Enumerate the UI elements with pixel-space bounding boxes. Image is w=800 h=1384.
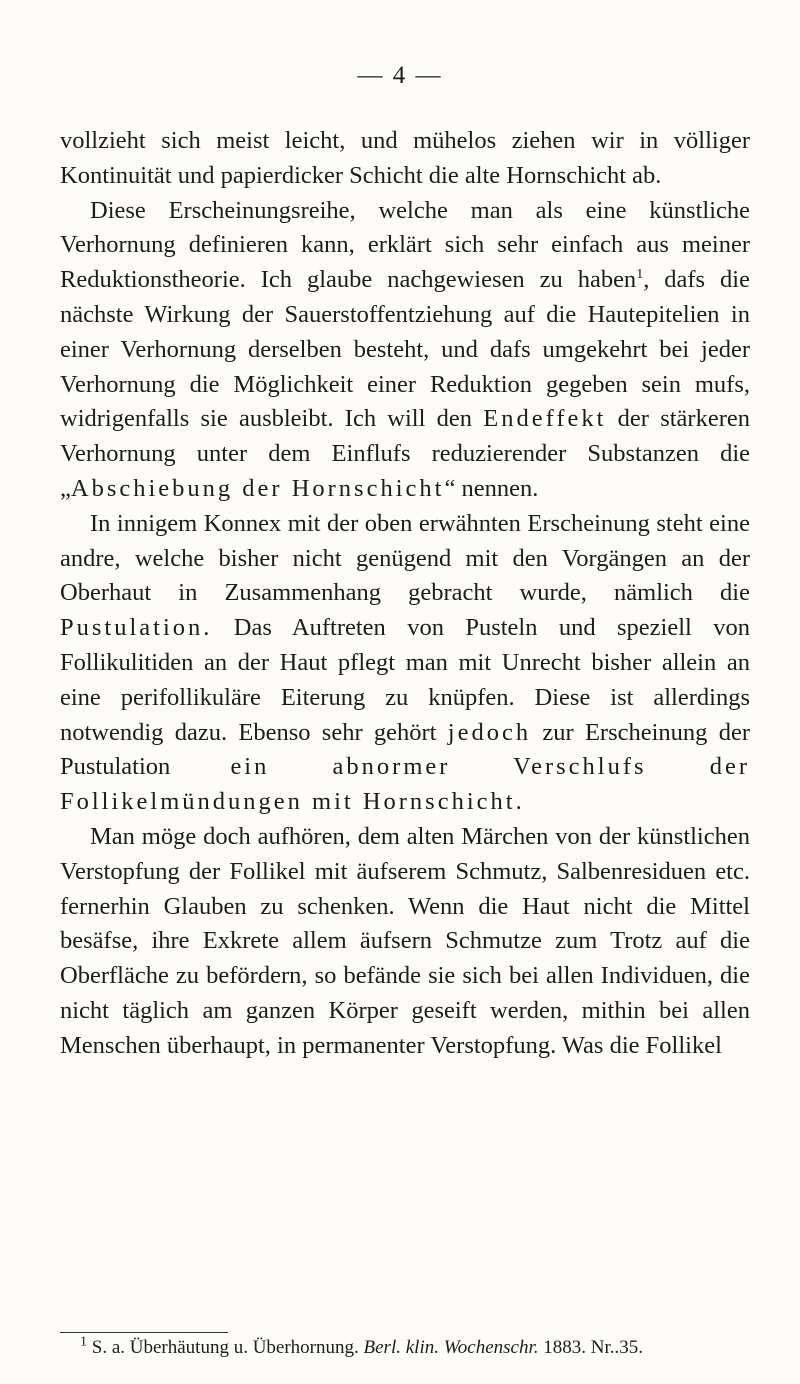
paragraph-2-text-a: Diese Erscheinungsreihe, welche man als eine künstliche Verhornung definieren kann, erklärt sich sehr einfach aus meiner Reduktionstheorie. Ich glaube nachgewiesen zu haben [60, 196, 750, 294]
paragraph-1-text: vollzieht sich meist leicht, und mühelos ziehen wir in völliger Kontinuität und papierdicker Schicht die alte Hornschicht ab. [60, 127, 750, 189]
footnote [80, 1336, 770, 1360]
paragraph-3-text-b: Das Auftreten von Pusteln und speziell von Follikulitiden an der Haut pflegt man mit Unrecht bisher allein an eine perifollikuläre Eiterung zu knüpfen. Diese ist allerdings notwendig dazu. Ebenso sehr gehört [60, 614, 750, 746]
footnote-journal: Berl. klin. Wochenschr. [363, 1337, 539, 1358]
footnote-text-a: S. a. Überhäutung u. Überhornung. [87, 1337, 364, 1358]
paragraph-4 [60, 820, 750, 1064]
footnote-divider [60, 1332, 228, 1333]
paragraph-2-text-d: “ nennen. [444, 474, 539, 502]
paragraph-4-text: Man möge doch aufhören, dem alten Märchen von der künstlichen Verstopfung der Follikel mit äufserem Schmutz, Salbenresiduen etc. fernerhin Glauben zu schenken. Wenn die Haut nicht die Mittel besäfse, ihre Exkrete allem äufsern Schmutze zum Trotz auf die Oberfläche zu befördern, so befände sie sich bei allen Individuen, die nicht täglich am ganzen Körper geseift werden, mithin bei allen Menschen überhaupt, in permanenter Verstopfung. Was die Follikel [60, 822, 750, 1059]
paragraph-3-text-c: zur Erscheinung der Pustulation [60, 718, 751, 781]
body-text [60, 124, 750, 1064]
footnote-text-b: 1883. Nr..35. [538, 1337, 644, 1358]
emphasis-pustulation: Pustulation. [60, 614, 213, 642]
paragraph-2 [60, 194, 750, 507]
paragraph-2-text-c: der stärkeren Verhornung unter dem Einflufs reduzierender Substanzen die „ [60, 405, 750, 502]
emphasis-jedoch: jedoch [447, 718, 532, 746]
paragraph-2-text-b: , dafs die nächste Wirkung der Sauerstoffentziehung auf die Hautepitelien in einer Verhornung derselben besteht, und dafs umgekehrt bei jeder Verhornung die Möglichkeit einer Reduktion gegeben sein mufs, widrigenfalls sie ausbleibt. Ich will den [60, 266, 750, 433]
paragraph-3 [60, 507, 750, 820]
footnote-reference: 1 [636, 267, 644, 283]
emphasis-verschluss: ein abnormer Verschlufs der Follikelmündungen mit Hornschicht. [60, 753, 750, 816]
paragraph-3-text-a: In innigem Konnex mit der oben erwähnten Erscheinung steht eine andre, welche bisher nicht genügend mit den Vorgängen an der Oberhaut in Zusammenhang gebracht wurde, nämlich die [60, 509, 750, 607]
footnote-marker: 1 [80, 1334, 87, 1350]
emphasis-endeffekt: Endeffekt [483, 405, 607, 433]
page-number: — 4 — [357, 62, 443, 89]
emphasis-abschiebung: Abschiebung der Hornschicht [70, 474, 445, 502]
paragraph-1 [60, 124, 750, 194]
